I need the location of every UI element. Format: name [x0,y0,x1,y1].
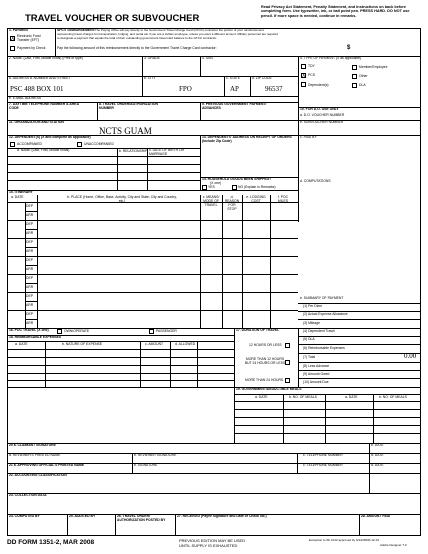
split-text-2: representing travel charges for transportation, lodging, and rental car if you are a civilian employee, unless you elect a different amount. Military personnel are required [57,32,278,36]
meals-no2-label: b. NO. OF MEALS [379,395,407,399]
received-label: 27. RECEIVED (Payee Signature and Date or Check No.) [177,514,267,518]
dollar-sign: $ [347,45,351,51]
more12-label: MORE THAN 12 HOURS BUT 24 HOURS OR LESS [244,357,286,365]
zip-value[interactable]: 96537 [265,85,283,93]
duration-label: 17. DURATION OF TRAVEL [236,328,280,332]
eft-checkbox[interactable]: X [11,36,15,42]
itinerary-row-type: ARR [26,230,34,235]
app-tel-label: c. TELEPHONE NUMBER [303,463,343,467]
dod-label: 10. FOR D.O. USE ONLY [300,107,339,111]
mileage-label: (3) Mileage [303,321,320,325]
member-label: Member/Employee [359,65,388,69]
address-label: 6. ADDRESS a. NUMBER AND STREET [9,76,71,80]
more24-label: MORE THAN 24 HOURS [245,378,284,382]
travel-order-label: 26. TRAVEL ORDER/ AUTHORIZATION POSTED BY [117,514,166,522]
accompanied-label: ACCOMPANIED [17,142,42,146]
allowed-label: d. ALLOWED [175,342,196,346]
check-label: Payment by Check [17,46,46,50]
meals-date2-label: a. DATE [345,395,358,399]
itinerary-row-type: DEP [26,311,33,316]
itinerary-row-type: DEP [26,293,33,298]
meals-label: 19. GOVERNMENT/DEDUCTIBLE MEALS [236,387,302,391]
designer-note: Adobe Designer 7.0 [380,543,407,547]
itinerary-row-type: DEP [26,221,33,226]
reason-label: d. REASON FOR STOP [224,195,240,211]
own-label: OWN/OPERATE [64,329,90,333]
state-label: c. STATE [226,76,241,80]
itinerary-row-type: ARR [26,284,34,289]
name-label: 2. NAME (Last, First, Middle Initial) (Print or type) [9,56,83,60]
subvoucher-label: b. SUBVOUCHER NUMBER [300,120,344,124]
hhg-no-label: NO (Explain in Remarks) [238,185,276,189]
itinerary-row-type: ARR [26,212,34,217]
accompanied-checkbox[interactable] [10,142,15,147]
passenger-checkbox[interactable] [149,329,154,334]
hhg-label: 14. HOUSEHOLD GOODS BEEN SHIPPED? [202,177,272,181]
itinerary-row-divider [7,310,298,311]
poc-travel-label: 16. POC TRAVEL (X one) [9,328,49,332]
split-label: SPLIT DISBURSEMENT: [57,28,96,32]
more24-checkbox[interactable] [285,378,290,383]
dla-checkbox[interactable] [352,83,357,88]
itinerary-row-split [25,301,37,302]
s-dla-label: (5) DLA [303,337,315,341]
address-value[interactable]: PSC 488 BOX 101 [10,85,64,93]
amount-paid-label: 28. AMOUNT PAID [361,514,391,518]
dependents-label: Dependent(s) [308,83,329,87]
split-text-3: to designate a payment that equals the total of their outstanding government travel card balance to the GTCC contractor. [57,36,217,40]
own-checkbox[interactable] [57,329,62,334]
privacy-notice: Read Privacy Act Statement, Penalty Statement, and Instructions on back before completing form. Use typewriter, ink, or ball point pen. PRESS HARD. DO NOT use pencil. If more space is needed, continue in remarks. [261,5,410,18]
city-value[interactable]: FPO [179,85,192,93]
computations-label: d. COMPUTATIONS [300,179,331,183]
grade-label: 3. GRADE [144,56,160,60]
itinerary-date-label: a. DATE [11,195,24,199]
tdy-label: TDY [308,64,315,68]
form-title: TRAVEL VOUCHER OR SUBVOUCHER [25,13,200,24]
exhausted-note: UNTIL SUPPLY IS EXHAUSTED [179,543,238,548]
meals-no-label: b. NO. OF MEALS [289,395,317,399]
dep-label: 12. DEPENDENT(S) (X and complete as applicable) [9,135,91,139]
pcs-label: PCS [308,73,315,77]
itinerary-row-type: DEP [26,203,33,208]
accounting-label: 22. ACCOUNTING CLASSIFICATION [9,473,67,477]
h12-checkbox[interactable] [285,343,290,348]
type-label: 5. TYPE OF PAYMENT (X as applicable) [300,56,362,60]
itinerary-row-type: ARR [26,248,34,253]
itinerary-row-divider [7,292,298,293]
itinerary-row-type: ARR [26,320,34,325]
summary-label: e. SUMMARY OF PAYMENT [300,296,344,300]
h12-label: 12 HOURS OR LESS [249,343,282,347]
email-label: e. E-MAIL ADDRESS [9,96,42,100]
unaccompanied-label: UNACCOMPANIED [84,142,114,146]
amt-due-label: (10) Amount Due [303,380,329,384]
itinerary-label: 15. ITINERARY [9,190,33,194]
itinerary-row-type: ARR [26,302,34,307]
member-checkbox[interactable] [352,65,357,70]
other-checkbox[interactable] [352,74,357,79]
rev-tel-label: c. TELEPHONE NUMBER [303,453,343,457]
itinerary-row-split [25,283,37,284]
nature-label: b. NATURE OF EXPENSE [62,342,103,346]
total-label: (7) Total [303,355,316,359]
travel-voucher-form [7,4,421,550]
itinerary-row-split [25,247,37,248]
rev-date-label: d. DATE [371,453,384,457]
computed-label: 24. COMPUTED BY [9,514,40,518]
itinerary-row-type: DEP [26,257,33,262]
itinerary-row-divider [7,220,298,221]
order-label: 8. TRAVEL ORDER/AUTHORIZATION NUMBER [99,102,158,110]
exception-note: Exception to SF 1012 approved by GSA/IRMS 12-01 [309,538,380,542]
reviewer-label: a. REVIEWER'S PRINTED NAME [9,453,61,457]
edition-note: PREVIOUS EDITION MAY BE USED [179,538,246,543]
itinerary-row-split [25,229,37,230]
phone-label: 7. DAYTIME TELEPHONE NUMBER & AREA CODE [9,102,79,110]
other-label: Other [359,74,368,78]
pcs-checkbox[interactable]: X [302,73,306,79]
audited-label: 25. AUDITED BY [69,514,96,518]
itinerary-row-divider [7,256,298,257]
itinerary-row-type: ARR [26,266,34,271]
check-checkbox[interactable] [10,46,15,51]
dep-name-label: a. NAME (Last, First, Middle Initial) [17,148,70,152]
itinerary-row-split [25,319,37,320]
eft-label: Electronic Fund Transfer (EFT) [17,34,41,42]
city-label: b. CITY [144,76,156,80]
itinerary-row-divider [7,274,298,275]
relationship-label: b. RELATIONSHIP [119,149,148,153]
ssn-label: 4. SSN [202,56,213,60]
prev-label: 9. PREVIOUS GOVERNMENT PAYMENT/ ADVANCES [202,102,267,110]
form-number: DD FORM 1351-2, MAR 2008 [7,539,95,546]
payment-label: 1. PAYMENT [9,28,29,32]
approving-label: 21 a. APPROVING OFFICIAL'S PRINTED NAME [9,463,85,467]
itinerary-row-type: DEP [26,275,33,280]
less-adv-label: (8) Less Advance [303,364,330,368]
claimant-label: 20 a. CLAIMANT SIGNATURE [9,443,56,447]
dov-label: a. D.O. VOUCHER NUMBER [300,113,345,117]
place-label: b. PLACE (Home, Office, Base, Activity, City and State; City and Country, etc.) [67,195,177,203]
more12-checkbox[interactable] [285,360,290,365]
rev-sig-label: b. REVIEWER SIGNATURE [134,453,177,457]
poc-label: f. POC MILES [277,195,289,203]
zip-label: d. ZIP CODE [252,76,272,80]
reimb-label: (6) Reimbursable Expenses [303,346,345,350]
means-label: c. MEANS/ MODE OF TRAVEL [202,195,220,207]
passenger-label: PASSENGER [156,329,177,333]
actual-label: (2) Actual Expense Allowance [303,312,348,316]
paid-by-label: c. PAID BY [300,135,317,139]
claimant-date-label: b. DATE [371,443,384,447]
tdy-checkbox[interactable] [301,64,306,69]
itinerary-row-split [25,265,37,266]
app-date-label: d. DATE [371,463,384,467]
meals-date-label: a. DATE [255,395,268,399]
split-text-1: The Paying Office will pay directly to the Government Travel Charge Card (GTCC) contractor the portion of your reimbursement [95,28,264,32]
org-label: 11. ORGANIZATION AND STATION [9,120,64,124]
itinerary-row-split [25,211,37,212]
unaccompanied-checkbox[interactable] [77,142,82,147]
dep-addr-label: 13. DEPENDENTS' ADDRESS ON RECEIPT OF ORDERS (Include Zip Code) [202,135,292,143]
total-value[interactable]: 0.00 [404,352,417,360]
hhg-yes-label: YES [208,185,215,189]
org-value[interactable]: NCTS GUAM [99,126,152,136]
itinerary-row-divider [7,238,298,239]
lodging-label: e. LODGING COST [246,195,266,203]
r-date-label: a. DATE [15,342,28,346]
per-diem-label: (1) Per Diem [303,304,323,308]
dob-label: c. DATE OF BIRTH OR MARRIAGE [149,148,185,156]
dep-travel-label: (4) Dependent Travel [303,329,335,333]
state-value[interactable]: AP [230,85,239,93]
dla-label: DLA [359,83,366,87]
pcs-blank-checkbox[interactable] [301,82,306,87]
amt-owed-label: (9) Amount Owed [303,372,330,376]
reimb-exp-label: 18. REIMBURSABLE EXPENSES [9,335,62,339]
app-sig-label: b. SIGNATURE [134,463,158,467]
amount-label: c. AMOUNT [145,342,164,346]
hhg-x-label: (X one) [210,181,222,185]
split-text-4: Pay the following amount of this reimbursement directly to the Government Travel Charge Card contractor: [57,46,217,50]
collection-label: 23. COLLECTION DATA [9,493,47,497]
itinerary-row-type: DEP [26,239,33,244]
